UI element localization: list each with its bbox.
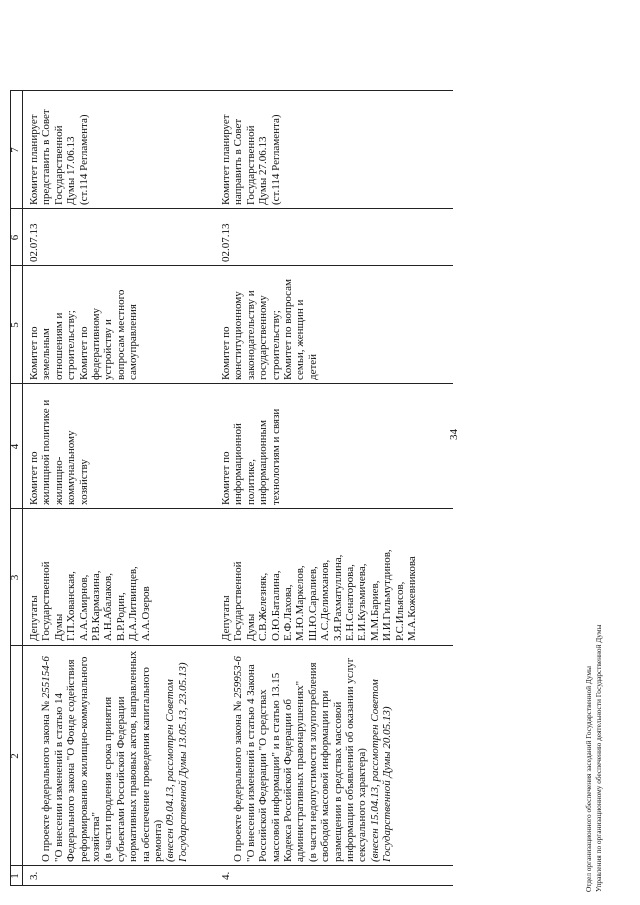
header-col-5: 5 [9,322,21,328]
project-note: (внесен 09.04.13, рассмотрен Советом Государственной Думы 13.05.13, 23.05.13) [164,662,189,862]
project-number: 259953-6 [232,656,245,699]
row-number: 4. [220,871,232,880]
initiators-cell: Депутаты Государственной Думы Г.П.Хованская, А.А.Смирнов, Р.В.Кармазина, А.Н.Абалаков, В.Р.Родин, Д.А.Литвинцев, А.А.Озеров [28,561,152,641]
col-border-6-7 [10,208,453,209]
header-col-1: 1 [9,873,21,879]
note-cell: Комитет планирует представить в Совет Государственной Думы 17.06.13 (ст.114 Регламента) [28,109,90,205]
project-title: О проекте федерального закона № [40,698,53,862]
date-cell: 02.07.13 [28,223,40,262]
row-number: 3. [28,871,40,880]
project-note: (внесен 15.04.13, рассмотрен Советом Государственной Думы 20.05.13) [368,679,394,862]
rotated-page [0,17,620,892]
project-title: О проекте федерального закона № [232,698,245,862]
date-cell: 02.07.13 [220,223,232,262]
committee-cell: Комитет по информационной политике, информационным технологиям и связи [220,408,282,505]
col-border-4-5 [10,383,453,384]
col-border-1-2 [10,865,453,866]
header-col-4: 4 [9,443,21,450]
footer: Отдел организационного обеспечения заседаний Государственной Думы Управления по организационному обеспечению деятельности Государственной Думы [584,624,603,892]
project-description: "О внесении изменений в статью 4 Закона Российской Федерации "О средствах массовой информации" и в статью 13.15 Кодекса Российской Федерации об административных правонарушениях" (в части недопустимости злоупотребления свободой массовой информации при размещении в средствах массовой информации объявлений об оказании услуг сексуального характера) [244,657,369,862]
project-cell [28,648,189,862]
header-rule [22,91,23,886]
co-committees-cell: Комитет по конституционному законодательству и государственному строительству; Комитет по вопросам семьи, женщин и детей [220,279,319,380]
table-border-left [10,885,453,886]
note-cell: Комитет планирует направить в Совет Государственной Думы 27.06.13 (ст.114 Регламента) [220,114,282,205]
header-col-6: 6 [9,234,21,241]
project-cell [220,648,394,862]
col-border-5-6 [10,265,453,266]
header-col-2: 2 [9,753,21,759]
initiators-cell: Депутаты Государственной Думы С.В.Железняк, О.Ю.Баталина, Е.Ф.Лахова, М.Ю.Маркелов, Ш.Ю.Саралиев, А.С.Делимханов, З.Я.Рахматуллина, Е.Н.Сенаторова, Е.И.Кузьмичева, М.М.Бариев, И.И.Гильмутдинов, Р.С.Ильясов, М.А.Кожевникова [220,549,419,641]
page-number: 34 [448,429,460,440]
co-committees-cell: Комитет по земельным отношениям и строительству; Комитет по федеративному устройству и вопросам местного самоуправления [28,289,140,380]
committee-cell: Комитет по жилищной политике и жилищно- коммунальному хозяйству [28,399,90,505]
header-col-7: 7 [9,147,21,153]
col-border-2-3 [10,645,453,646]
header-col-3: 3 [9,574,21,581]
table-border-right [10,90,453,91]
col-border-3-4 [10,508,453,509]
project-number: 255154-6 [40,656,53,699]
project-description: "О внесении изменений в статью 14 Федерального закона "О Фонде содействия реформированию жилищно-коммунального хозяйства" (в части продления срока принятия субъектами Российской Федерации нормативных правовых актов, направленных на обеспечение проведения капитального ремонта) [52,650,165,862]
